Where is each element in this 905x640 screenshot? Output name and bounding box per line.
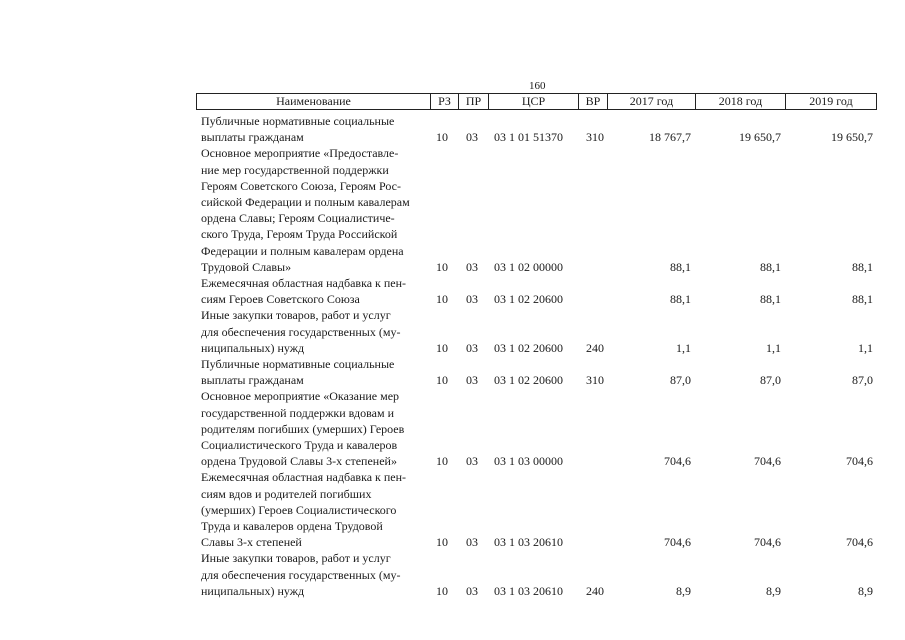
header-2017: 2017 год [607, 94, 695, 109]
row-name-line: ордена Трудовой Славы 3-х степеней» [201, 454, 397, 469]
cell-2019: 88,1 [852, 259, 873, 274]
row-name-line: Трудовой Славы» [201, 259, 292, 274]
cell-2018: 19 650,7 [739, 130, 781, 145]
cell-2019: 87,0 [852, 373, 873, 388]
row-name-line: Основное мероприятие «Предоставле- [201, 146, 399, 161]
cell-2018: 87,0 [760, 373, 781, 388]
cell-csr: 03 1 02 20600 [494, 292, 563, 307]
cell-csr: 03 1 02 20600 [494, 373, 563, 388]
page-number: 160 [529, 80, 546, 92]
row-name-line: Иные закупки товаров, работ и услуг [201, 551, 391, 566]
cell-pr: 03 [466, 454, 478, 469]
cell-2018: 704,6 [754, 535, 781, 550]
cell-pr: 03 [466, 259, 478, 274]
cell-rz: 10 [436, 340, 448, 355]
cell-rz: 10 [436, 373, 448, 388]
header-rz: РЗ [430, 94, 458, 109]
row-name-line: Ежемесячная областная надбавка к пен- [201, 276, 407, 290]
cell-pr: 03 [466, 583, 478, 598]
row-name-line: Иные закупки товаров, работ и услуг [201, 308, 391, 323]
cell-2018: 88,1 [760, 259, 781, 274]
row-name-line: Славы 3-х степеней [201, 535, 302, 550]
cell-csr: 03 1 02 20600 [494, 340, 563, 355]
header-pr: ПР [458, 94, 488, 109]
cell-rz: 10 [436, 259, 448, 274]
row-name-line: выплаты гражданам [201, 130, 304, 145]
row-name-line: Героям Советского Союза, Героям Рос- [201, 178, 401, 193]
header-2019: 2019 год [785, 94, 876, 109]
row-name-line: Федерации и полным кавалерам ордена [201, 243, 404, 258]
row-name-line: Социалистического Труда и кавалеров [201, 438, 398, 452]
row-name-line: Публичные нормативные социальные [201, 357, 395, 371]
cell-pr: 03 [466, 292, 478, 307]
cell-pr: 03 [466, 535, 478, 550]
cell-2019: 704,6 [846, 535, 873, 550]
cell-2018: 88,1 [760, 292, 781, 307]
cell-2017: 704,6 [664, 454, 691, 469]
row-name-line: ниципальных) нужд [201, 583, 305, 598]
row-name-line: родителям погибших (умерших) Героев [201, 421, 405, 436]
row-name-line: ского Труда, Героям Труда Российской [201, 227, 398, 242]
cell-2019: 19 650,7 [831, 130, 873, 145]
cell-2017: 87,0 [670, 373, 691, 388]
cell-rz: 10 [436, 292, 448, 307]
cell-vr: 310 [586, 130, 604, 145]
cell-2019: 704,6 [846, 454, 873, 469]
row-name-line: для обеспечения государственных (му- [201, 567, 401, 582]
row-name-line: сиям вдов и родителей погибших [201, 486, 372, 501]
cell-2017: 704,6 [664, 535, 691, 550]
cell-2019: 8,9 [858, 583, 873, 598]
cell-2019: 88,1 [852, 292, 873, 307]
row-name-line: государственной поддержки вдовам и [201, 405, 395, 420]
cell-rz: 10 [436, 583, 448, 598]
cell-rz: 10 [436, 535, 448, 550]
header-name: Наименование [276, 94, 351, 108]
cell-csr: 03 1 01 51370 [494, 130, 563, 145]
cell-pr: 03 [466, 340, 478, 355]
cell-vr: 240 [586, 340, 604, 355]
cell-2017: 18 767,7 [649, 130, 691, 145]
row-name-line: сийской Федерации и полным кавалерам [201, 195, 410, 209]
row-name-line: выплаты гражданам [201, 373, 304, 388]
cell-csr: 03 1 03 20610 [494, 535, 563, 550]
row-name-line: ордена Славы; Героям Социалистиче- [201, 211, 395, 226]
header-2018: 2018 год [695, 94, 785, 109]
row-name-line: для обеспечения государственных (му- [201, 324, 401, 339]
header-vr: ВР [578, 94, 607, 109]
cell-2017: 88,1 [670, 259, 691, 274]
row-name-line: Ежемесячная областная надбавка к пен- [201, 470, 407, 485]
cell-2019: 1,1 [858, 340, 873, 355]
cell-vr: 240 [586, 583, 604, 598]
cell-csr: 03 1 03 00000 [494, 454, 563, 469]
cell-vr: 310 [586, 373, 604, 388]
cell-2017: 1,1 [676, 340, 691, 355]
cell-pr: 03 [466, 130, 478, 145]
row-name-line: Публичные нормативные социальные [201, 114, 395, 128]
cell-pr: 03 [466, 373, 478, 388]
cell-2017: 88,1 [670, 292, 691, 307]
cell-csr: 03 1 02 00000 [494, 259, 563, 274]
row-name-line: сиям Героев Советского Союза [201, 292, 360, 307]
row-name-line: Труда и кавалеров ордена Трудовой [201, 519, 383, 533]
cell-rz: 10 [436, 130, 448, 145]
row-name-line: (умерших) Героев Социалистического [201, 502, 397, 517]
cell-rz: 10 [436, 454, 448, 469]
row-name-line: ние мер государственной поддержки [201, 162, 389, 177]
cell-2018: 704,6 [754, 454, 781, 469]
cell-2018: 8,9 [766, 583, 781, 598]
header-csr: ЦСР [488, 94, 578, 109]
cell-csr: 03 1 03 20610 [494, 583, 563, 598]
cell-2018: 1,1 [766, 340, 781, 355]
row-name-line: ниципальных) нужд [201, 340, 305, 355]
table-header [196, 93, 877, 110]
row-name-line: Основное мероприятие «Оказание мер [201, 389, 400, 404]
cell-2017: 8,9 [676, 583, 691, 598]
